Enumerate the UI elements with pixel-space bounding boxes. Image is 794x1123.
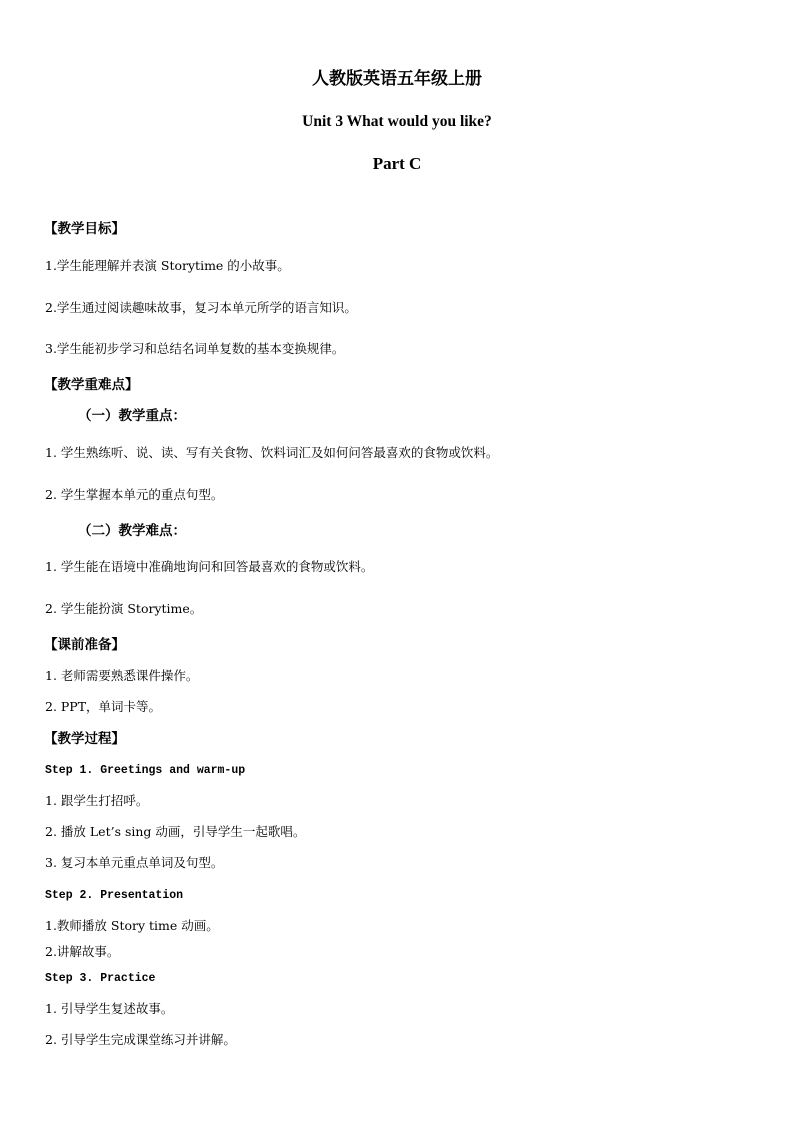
step-title: Step 2. Presentation (45, 889, 184, 902)
section-heading-objectives: 【教学目标】 (44, 221, 125, 237)
difficulty-item: 1. 学生能在语境中准确地询问和回答最喜欢的食物或饮料。 (45, 559, 374, 574)
step-item: 1. 跟学生打招呼。 (45, 793, 149, 808)
objective-item: 2.学生通过阅读趣味故事，复习本单元所学的语言知识。 (45, 300, 357, 315)
focus-item: 1. 学生熟练听、说、读、写有关食物、饮料词汇及如何问答最喜欢的食物或饮料。 (45, 445, 499, 460)
section-heading-process: 【教学过程】 (44, 731, 125, 747)
step-title: Step 3. Practice (45, 972, 156, 985)
step-item: 2. 播放 Let’s sing 动画，引导学生一起歌唱。 (45, 824, 306, 839)
objective-item: 1.学生能理解并表演 Storytime 的小故事。 (45, 258, 290, 273)
step-item: 1. 引导学生复述故事。 (45, 1001, 174, 1016)
subsection-title-difficulty: （二）教学难点： (78, 523, 186, 539)
unit-title: Unit 3 What would you like? (302, 113, 492, 130)
section-heading-key-points: 【教学重难点】 (44, 377, 139, 393)
difficulty-item: 2. 学生能扮演 Storytime。 (45, 601, 203, 616)
step-item: 2. 引导学生完成课堂练习并讲解。 (45, 1032, 236, 1047)
subsection-title-focus: （一）教学重点： (78, 408, 186, 424)
document-title: 人教版英语五年级上册 (312, 69, 482, 89)
objective-item: 3.学生能初步学习和总结名词单复数的基本变换规律。 (45, 341, 345, 356)
part-title: Part C (372, 154, 422, 173)
focus-item: 2. 学生掌握本单元的重点句型。 (45, 487, 224, 502)
step-title: Step 1. Greetings and warm-up (45, 764, 246, 777)
step-item: 3. 复习本单元重点单词及句型。 (45, 855, 224, 870)
preparation-item: 2. PPT，单词卡等。 (45, 699, 162, 714)
step-item: 2.讲解故事。 (45, 944, 120, 959)
preparation-item: 1. 老师需要熟悉课件操作。 (45, 668, 199, 683)
section-heading-preparation: 【课前准备】 (44, 637, 125, 653)
step-item: 1.教师播放 Story time 动画。 (45, 918, 219, 933)
